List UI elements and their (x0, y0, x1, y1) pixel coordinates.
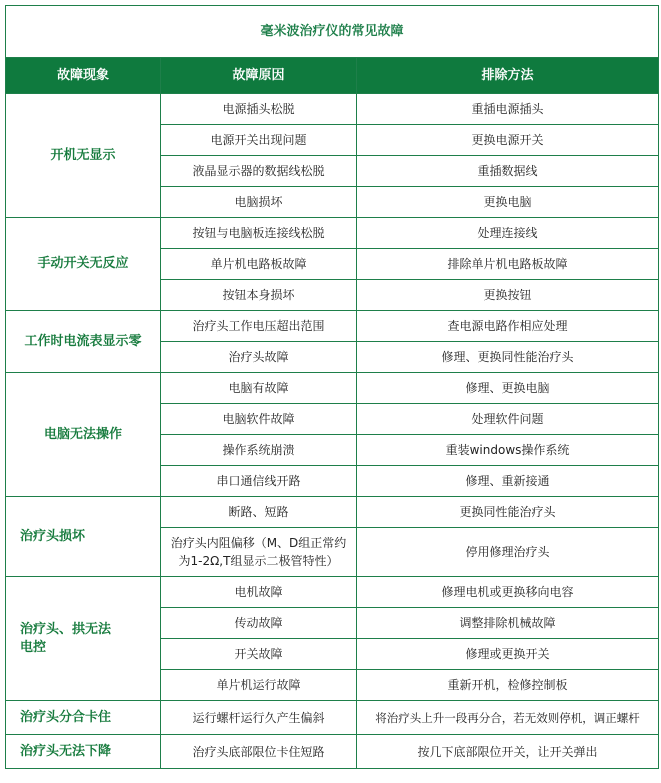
cause-cell: 串口通信线开路 (161, 466, 357, 497)
table-row (6, 94, 659, 125)
fix-cell: 将治疗头上升一段再分合，若无效则停机，调正螺杆 (357, 701, 659, 735)
symptom-cell: 治疗头损坏 (6, 497, 161, 577)
cause-cell: 按钮本身损坏 (161, 280, 357, 311)
table-row (6, 577, 659, 608)
cause-cell: 开关故障 (161, 639, 357, 670)
table-row (6, 497, 659, 528)
cause-cell: 电机故障 (161, 577, 357, 608)
table-row (6, 701, 659, 735)
header-cause: 故障原因 (161, 58, 357, 94)
table-row (6, 373, 659, 404)
fix-cell: 调整排除机械故障 (357, 608, 659, 639)
header-fix: 排除方法 (357, 58, 659, 94)
symptom-cell (6, 577, 161, 701)
fix-cell: 修理、重新接通 (357, 466, 659, 497)
header-symptom: 故障现象 (6, 58, 161, 94)
symptom-cell: 手动开关无反应 (6, 218, 161, 311)
symptom-text: 治疗头、拱无法电控 (20, 621, 112, 655)
symptom-cell: 电脑无法操作 (6, 373, 161, 497)
fix-cell: 停用修理治疗头 (357, 528, 659, 577)
cause-cell: 电脑有故障 (161, 373, 357, 404)
fault-table-container (5, 5, 659, 769)
cause-cell: 治疗头故障 (161, 342, 357, 373)
fix-cell: 重装windows操作系统 (357, 435, 659, 466)
fix-cell: 查电源电路作相应处理 (357, 311, 659, 342)
cause-cell: 电源开关出现问题 (161, 125, 357, 156)
cause-cell: 治疗头工作电压超出范围 (161, 311, 357, 342)
cause-cell: 断路、短路 (161, 497, 357, 528)
fix-cell: 排除单片机电路板故障 (357, 249, 659, 280)
table-row (6, 735, 659, 769)
cause-cell: 治疗头底部限位卡住短路 (161, 735, 357, 769)
table-title: 毫米波治疗仪的常见故障 (6, 6, 659, 58)
fix-cell: 修理或更换开关 (357, 639, 659, 670)
cause-cell: 治疗头内阻偏移（M、D组正常约为1-2Ω,T组显示二极管特性） (161, 528, 357, 577)
fix-cell: 更换电源开关 (357, 125, 659, 156)
fix-cell: 修理、更换同性能治疗头 (357, 342, 659, 373)
table-row (6, 311, 659, 342)
fix-cell: 重插电源插头 (357, 94, 659, 125)
fix-cell: 更换电脑 (357, 187, 659, 218)
fix-cell: 更换按钮 (357, 280, 659, 311)
symptom-cell: 治疗头无法下降 (6, 735, 161, 769)
symptom-cell: 治疗头分合卡住 (6, 701, 161, 735)
fix-cell: 处理连接线 (357, 218, 659, 249)
cause-cell: 电源插头松脱 (161, 94, 357, 125)
title-row (6, 6, 659, 58)
symptom-cell: 开机无显示 (6, 94, 161, 218)
fix-cell: 重插数据线 (357, 156, 659, 187)
cause-cell: 液晶显示器的数据线松脱 (161, 156, 357, 187)
fix-cell: 处理软件问题 (357, 404, 659, 435)
header-row (6, 58, 659, 94)
cause-cell: 电脑软件故障 (161, 404, 357, 435)
symptom-cell: 工作时电流表显示零 (6, 311, 161, 373)
fault-table (5, 5, 659, 769)
cause-cell: 电脑损坏 (161, 187, 357, 218)
fix-cell: 修理、更换电脑 (357, 373, 659, 404)
cause-cell: 单片机运行故障 (161, 670, 357, 701)
fix-cell: 重新开机，检修控制板 (357, 670, 659, 701)
table-row (6, 218, 659, 249)
cause-cell: 操作系统崩溃 (161, 435, 357, 466)
fix-cell: 更换同性能治疗头 (357, 497, 659, 528)
fix-cell: 按几下底部限位开关，让开关弹出 (357, 735, 659, 769)
cause-cell: 单片机电路板故障 (161, 249, 357, 280)
cause-cell: 传动故障 (161, 608, 357, 639)
fix-cell: 修理电机或更换移向电容 (357, 577, 659, 608)
cause-cell: 运行螺杆运行久产生偏斜 (161, 701, 357, 735)
cause-cell: 按钮与电脑板连接线松脱 (161, 218, 357, 249)
